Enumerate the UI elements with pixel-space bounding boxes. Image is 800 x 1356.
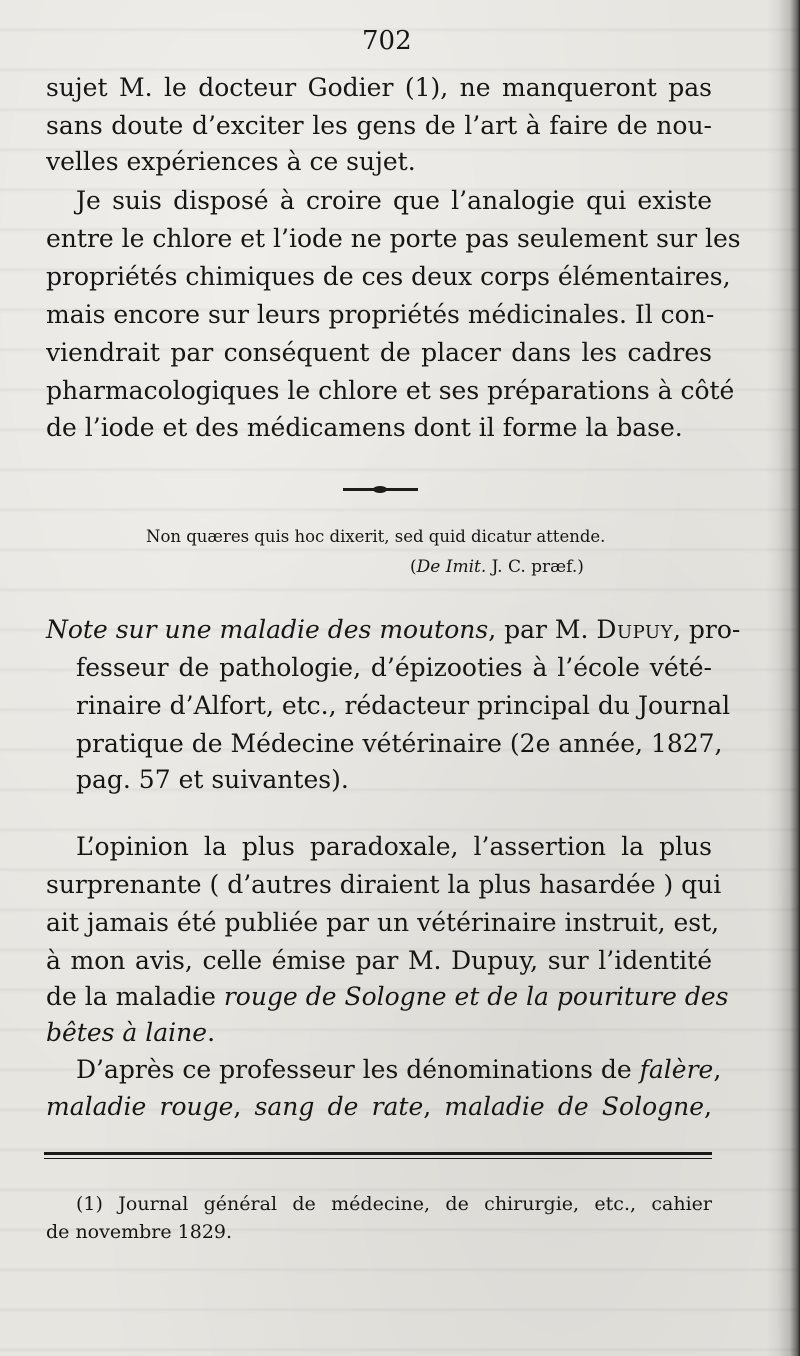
text-run: D’après ce professeur les dénominations de [76,1055,640,1084]
text-run-italic: sang de rate [254,1092,424,1121]
text-line [46,1089,712,1125]
text-line: rinaire d’Alfort, etc., rédacteur principal du Journal [76,691,731,720]
epigraph-source-rest: J. C. præf.) [486,557,584,577]
page-number: 702 [362,26,412,56]
text-line: entre le chlore et l’iode ne porte pas seulement sur les [46,224,741,253]
text-line: ait jamais été publiée par un vétérinaire instruit, est, [46,908,720,937]
text-line [76,1052,722,1088]
text-run-italic: maladie de Sologne [444,1092,705,1121]
note-line-end: , pro- [672,615,741,644]
text-line: viendrait par conséquent de placer dans les cadres [46,338,712,367]
text-line: velles expériences à ce sujet. [46,147,416,176]
text-line: mais encore sur leurs propriétés médicinales. Il con- [46,300,715,329]
text-run-italic: falère [639,1055,714,1084]
text-run: . [207,1018,216,1047]
footnote-rule-thin [44,1158,712,1159]
text-line [46,979,729,1015]
text-run: , [713,1055,722,1084]
epigraph-source [410,556,584,578]
text-line: fesseur de pathologie, d’épizooties à l’école vété- [76,653,712,682]
text-run: , [233,1092,255,1121]
text-line: sujet M. le docteur Godier (1), ne manqueront pas [46,73,712,102]
text-line: L’opinion la plus paradoxale, l’assertion la plus [76,832,712,861]
page-edge-shadow [766,0,800,1356]
text-line: pag. 57 et suivantes). [76,765,349,794]
text-line: propriétés chimiques de ces deux corps élémentaires, [46,262,731,291]
note-author: Dupuy [596,615,673,644]
epigraph-quote: Non quæres quis hoc dixerit, sed quid dicatur attende. [146,527,606,546]
epigraph-source-open: ( [410,557,417,577]
text-line: surprenante ( d’autres diraient la plus hasardée ) qui [46,870,722,899]
text-line: de l’iode et des médicamens dont il forme la base. [46,413,683,442]
note-title: Note sur une maladie des moutons [46,615,489,644]
text-line: Je suis disposé à croire que l’analogie qui existe [76,186,712,215]
footnote-rule [44,1152,712,1155]
text-run: , [423,1092,445,1121]
text-run-italic: bêtes à laine [46,1018,208,1047]
text-run: , [704,1092,712,1121]
text-run: de la maladie [46,982,224,1011]
text-line: à mon avis, celle émise par M. Dupuy, sur l’identité [46,946,712,975]
text-line [46,1015,712,1051]
section-ornament [343,488,418,491]
text-line: sans doute d’exciter les gens de l’art à faire de nou- [46,111,712,140]
text-run-italic: maladie rouge [46,1092,234,1121]
epigraph-source-work: De Imit. [416,557,487,577]
footnote-line: (1) Journal général de médecine, de chirurgie, etc., cahier [76,1193,712,1215]
text-run-italic: rouge de Sologne et de la pouriture des [223,982,729,1011]
footnote-line: de novembre 1829. [46,1221,233,1243]
text-line: pratique de Médecine vétérinaire (2e année, 1827, [76,729,723,758]
note-heading-line [46,612,741,648]
note-by: , par M. [488,615,597,644]
text-line: pharmacologiques le chlore et ses préparations à côté [46,376,735,405]
